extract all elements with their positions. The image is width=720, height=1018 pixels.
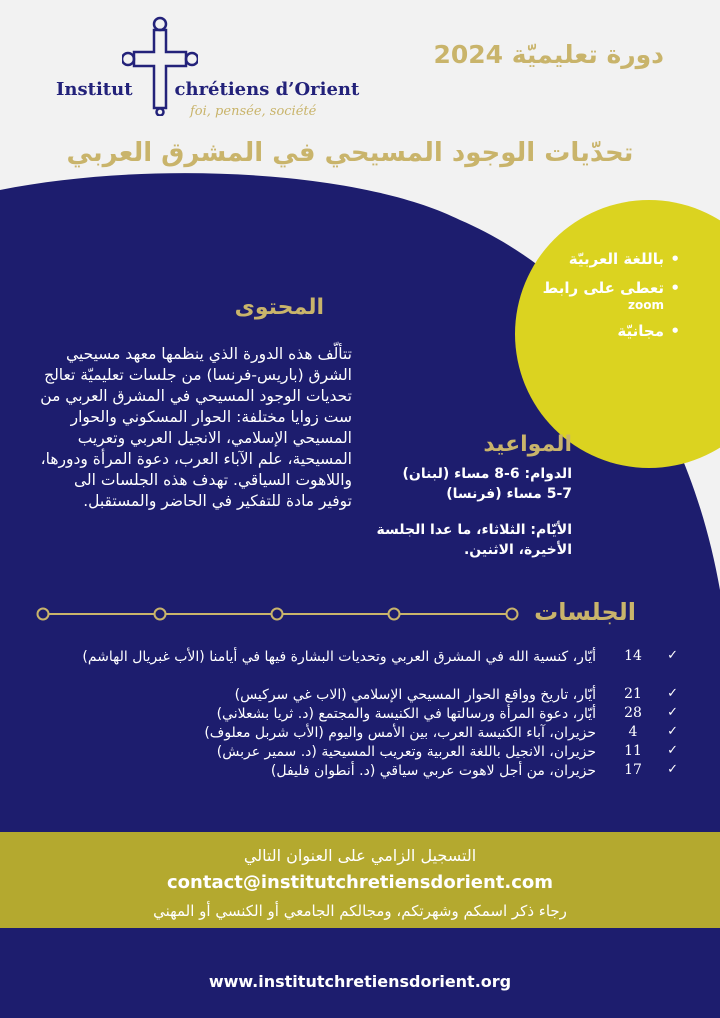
check-icon: ✓ [667,705,678,720]
session-item [60,743,680,762]
feature-free-label: مجانيّة [617,322,664,340]
session-item [60,686,680,705]
registration-instruction: التسجيل الزامي على العنوان التالي [243,846,477,865]
page-title: تحدّيات الوجود المسيحي في المشرق العربي [66,138,634,168]
session-text: حزيران، من أجل لاهوت عربي سياقي (د. أنطوان فليفل) [270,763,596,779]
session-text: أيّار، تاريخ وواقع الحوار المسيحي الإسلامي (الاب غي سركيس) [234,687,596,703]
session-date: 28 [624,705,642,721]
sessions-list [60,648,680,781]
feature-language-label: باللغة العربيّة [568,250,664,268]
check-icon: ✓ [667,762,678,777]
cross-icon [122,16,198,116]
hours-france: 5-7 مساء (فرنسا) [446,486,572,502]
feature-free [480,322,680,341]
check-icon: ✓ [667,648,678,663]
session-text: حزيران، آباء الكنيسة العرب، بين الأمس واليوم (الأب شربل معلوف) [204,725,596,741]
session-date: 4 [628,724,638,740]
logo-name-left: Institut [56,79,133,100]
registration-note: رجاء ذكر اسمكم وشهرتكم، ومجالكم الجامعي أو الكنسي أو المهني [153,902,567,920]
session-item [60,705,680,724]
website-link[interactable]: www.institutchretiensdorient.org [208,972,512,991]
session-item [60,724,680,743]
check-icon: ✓ [667,686,678,701]
content-heading: المحتوى [234,295,324,320]
session-date: 14 [624,648,642,664]
days-line-1: الأيّام: الثلاثاء، ما عدا الجلسة [376,522,572,538]
session-item [60,648,680,686]
session-text: حزيران، الانجيل باللغة العربية وتعريب المسيحية (د. سمير عربش) [216,744,596,760]
sessions-heading: الجلسات [534,598,636,626]
session-text: أيّار، دعوة المرأة ورسالتها في الكنيسة والمجتمع (د. ثريا بشعلاني) [216,706,596,722]
logo-name [56,79,359,100]
feature-zoom-sub: zoom [628,298,664,312]
feature-language [480,250,680,269]
feature-zoom [480,279,680,312]
registration-email[interactable]: contact@institutchretiensdorient.com [166,872,553,893]
check-icon: ✓ [667,743,678,758]
course-label: دورة تعليميّة 2024 [433,40,664,69]
session-text: أيّار، كنسية الله في المشرق العربي وتحديات البشارة فيها في أيامنا (الأب غبريال الهاشم) [82,649,596,665]
sessions-timeline-divider [36,604,520,624]
session-date: 17 [624,762,642,778]
session-date: 21 [624,686,642,702]
logo-tagline: foi, pensée, société [190,104,317,119]
logo-name-right: chrétiens d’Orient [174,79,360,100]
session-date: 11 [624,743,642,759]
check-icon: ✓ [667,724,678,739]
days-line-2: الأخيرة، الاثنين. [463,542,572,558]
features-list [480,250,680,351]
feature-zoom-label: تعطى على رابط [542,279,664,297]
hours-lebanon: الدوام: 6-8 مساء (لبنان) [402,466,572,482]
session-item [60,762,680,781]
content-body: تتألّف هذه الدورة الذي ينظمها معهد مسيحيي الشرق (باريس-فرنسا) من جلسات تعليميّة تعالج تحديات الوجود المسيحي في المشرق العربي من ست زوايا مختلفة: الحوار المسكوني والحوار المسيحي الإسلامي، الانجيل العربي وتعريب المسيحية، علم الآباء العرب، دعوة المرأة ودورها، واللاهوت السياقي. تهدف هذه الجلسات الى توفير مادة للتفكير في الحاضر والمستقبل. [40,345,352,510]
appointments-heading: المواعيد [483,432,572,457]
